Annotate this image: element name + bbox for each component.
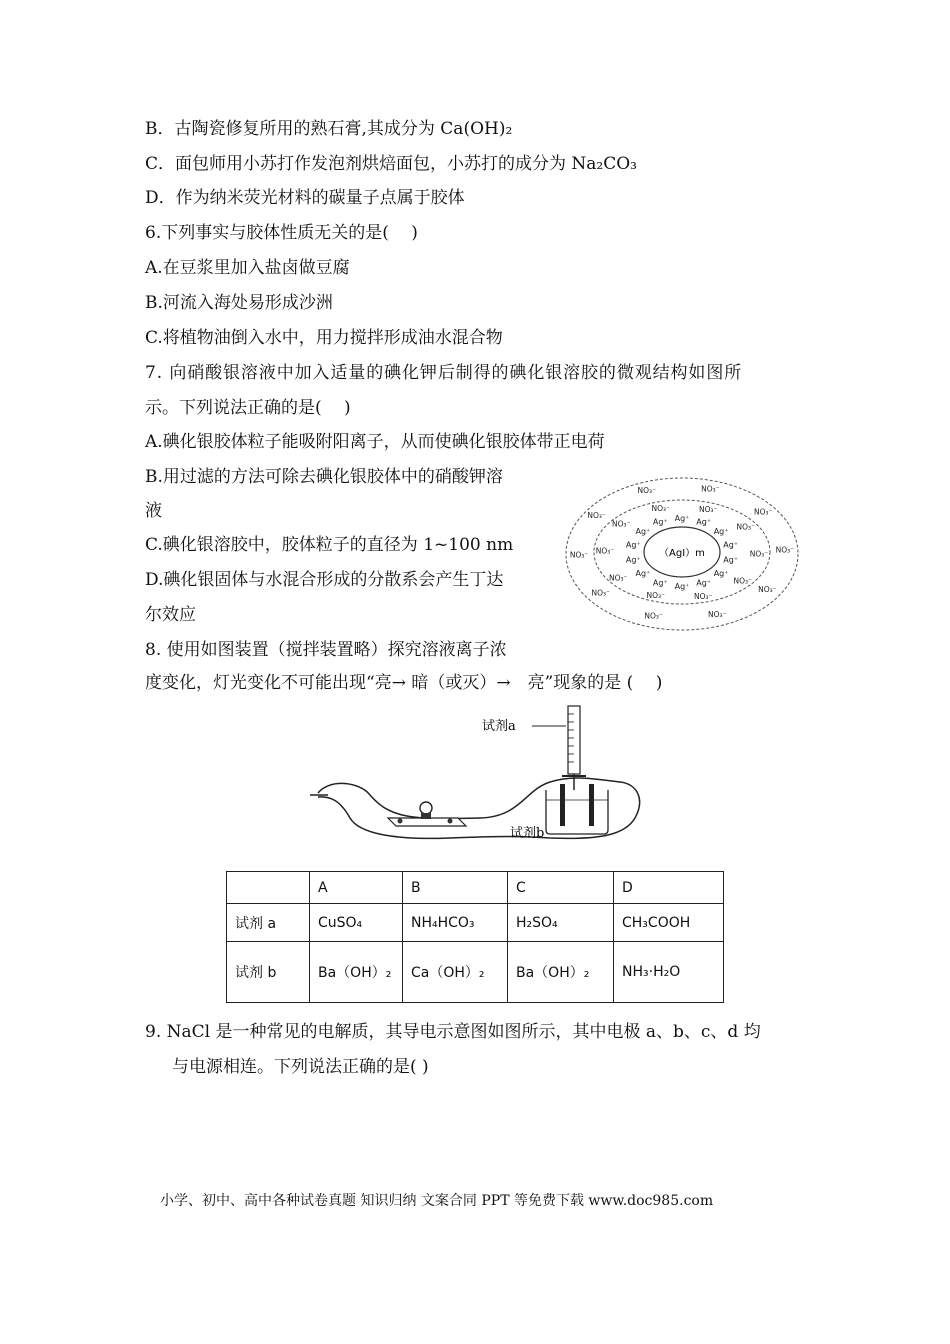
q6-option-a: A.在豆浆里加入盐卤做豆腐 bbox=[145, 258, 350, 278]
nitrate-ion-label: NO₃⁻ bbox=[612, 519, 631, 529]
table-cell: NH₄HCO₃ bbox=[403, 904, 508, 942]
silver-ion-label: Ag⁺ bbox=[635, 569, 651, 579]
silver-ion-label: Ag⁺ bbox=[652, 517, 668, 527]
q7-option-b-line1: B.用过滤的方法可除去碘化银胶体中的硝酸钾溶 bbox=[145, 467, 503, 487]
silver-ion-label: Ag⁺ bbox=[696, 517, 712, 527]
q8-stem-line1: 8. 使用如图装置（搅拌装置略）探究溶液离子浓 bbox=[145, 640, 507, 660]
q6-option-c: C.将植物油倒入水中，用力搅拌形成油水混合物 bbox=[145, 328, 503, 348]
nitrate-ion-label: NO₃⁻ bbox=[591, 588, 611, 598]
nitrate-ion-label: NO₃⁻ bbox=[753, 507, 773, 517]
q6-option-b: B.河流入海处易形成沙洲 bbox=[145, 293, 333, 313]
table-cell: CuSO₄ bbox=[310, 904, 403, 942]
silver-ion-label: Ag⁺ bbox=[674, 514, 690, 523]
nitrate-ion-label: NO₃⁻ bbox=[749, 549, 769, 559]
silver-ion-label: Ag⁺ bbox=[723, 555, 739, 565]
nitrate-ion-label: NO₃⁻ bbox=[699, 504, 718, 514]
agi-colloid-figure bbox=[562, 474, 802, 634]
table-cell: Ba（OH）₂ bbox=[508, 942, 614, 1003]
table-cell: CH₃COOH bbox=[614, 904, 724, 942]
nitrate-ion-label: NO₃⁻ bbox=[644, 611, 663, 621]
table-row bbox=[227, 904, 724, 942]
conductivity-apparatus-figure bbox=[300, 700, 660, 850]
silver-ion-label: Ag⁺ bbox=[674, 582, 690, 591]
nitrate-ion-label: NO₃⁻ bbox=[587, 511, 606, 521]
table-header-cell: D bbox=[614, 872, 724, 904]
silver-ion-label: Ag⁺ bbox=[723, 540, 739, 550]
silver-ion-label: Ag⁺ bbox=[652, 578, 668, 588]
q7-stem-line1: 7. 向硝酸银溶液中加入适量的碘化钾后制得的碘化银溶胶的微观结构如图所 bbox=[145, 363, 743, 383]
q9-stem-line1: 9. NaCl 是一种常见的电解质，其导电示意图如图所示，其中电极 a、b、c、d 均 bbox=[145, 1022, 761, 1042]
silver-ion-label: Ag⁺ bbox=[696, 578, 712, 588]
reagent-options-table bbox=[226, 871, 724, 1003]
q8-stem-line2: 度变化，灯光变化不可能出现“亮→ 暗（或灭）→ 亮”现象的是 ( ) bbox=[145, 673, 663, 693]
q7-option-d-line1: D.碘化银固体与水混合形成的分散系会产生丁达 bbox=[145, 570, 504, 590]
silver-ion-label: Ag⁺ bbox=[625, 555, 641, 565]
beaker bbox=[546, 784, 608, 834]
nitrate-ion-label: NO₃⁻ bbox=[595, 546, 615, 556]
q5-option-b: B．古陶瓷修复所用的熟石膏,其成分为 Ca(OH)₂ bbox=[145, 119, 513, 139]
nitrate-ion-label: NO₃⁻ bbox=[569, 550, 589, 560]
q7-option-c: C.碘化银溶胶中，胶体粒子的直径为 1~100 nm bbox=[145, 535, 514, 555]
reagent-b-label: 试剂b bbox=[510, 826, 545, 841]
table-cell: 试剂 b bbox=[227, 942, 310, 1003]
table-header-cell: A bbox=[310, 872, 403, 904]
silver-ion-label: Ag⁺ bbox=[713, 526, 729, 536]
q7-option-b-line2: 液 bbox=[145, 501, 162, 521]
nitrate-ion-label: NO₃⁻ bbox=[775, 545, 795, 555]
silver-ion-label: Ag⁺ bbox=[635, 526, 651, 536]
nitrate-ion-label: NO₃⁻ bbox=[701, 484, 720, 494]
table-cell: 试剂 a bbox=[227, 904, 310, 942]
page-footer: 小学、初中、高中各种试卷真题 知识归纳 文案合同 PPT 等免费下载 www.doc985.com bbox=[160, 1193, 714, 1209]
nitrate-ion-label: NO₃⁻ bbox=[637, 486, 657, 495]
table-header-cell: B bbox=[403, 872, 508, 904]
table-header-row bbox=[227, 872, 724, 904]
silver-ion-label: Ag⁺ bbox=[713, 569, 729, 579]
table-row bbox=[227, 942, 724, 1003]
nitrate-ion-label: NO₃⁻ bbox=[707, 610, 727, 619]
q7-option-a: A.碘化银胶体粒子能吸附阳离子，从而使碘化银胶体带正电荷 bbox=[145, 432, 605, 452]
nitrate-ion-label: NO₃⁻ bbox=[736, 522, 756, 532]
nitrate-ion-label: NO₃⁻ bbox=[693, 592, 713, 602]
nitrate-ion-label: NO₃⁻ bbox=[608, 573, 628, 583]
q7-stem-line2: 示。下列说法正确的是( ) bbox=[145, 398, 351, 418]
silver-ion-label: Ag⁺ bbox=[625, 540, 641, 550]
q6-stem: 6.下列事实与胶体性质无关的是( ) bbox=[145, 223, 418, 243]
table-cell: Ca（OH）₂ bbox=[403, 942, 508, 1003]
agi-core-label: （AgI）m bbox=[659, 548, 705, 559]
table-cell: Ba（OH）₂ bbox=[310, 942, 403, 1003]
q7-option-d-line2: 尔效应 bbox=[145, 605, 196, 625]
q9-stem-line2: 与电源相连。下列说法正确的是( ) bbox=[172, 1057, 429, 1077]
nitrate-ion-label: NO₃⁻ bbox=[646, 591, 665, 601]
table-cell: NH₃·H₂O bbox=[614, 942, 724, 1003]
nitrate-ion-label: NO₃⁻ bbox=[758, 584, 777, 594]
table-header-cell bbox=[227, 872, 310, 904]
nitrate-ion-label: NO₃⁻ bbox=[733, 576, 752, 586]
reagent-a-label: 试剂a bbox=[482, 719, 516, 734]
q5-option-c: C．面包师用小苏打作发泡剂烘焙面包，小苏打的成分为 Na₂CO₃ bbox=[145, 154, 637, 174]
q5-option-d: D．作为纳米荧光材料的碳量子点属于胶体 bbox=[145, 188, 465, 208]
nitrate-ion-label: NO₃⁻ bbox=[651, 503, 671, 513]
table-header-cell: C bbox=[508, 872, 614, 904]
table-cell: H₂SO₄ bbox=[508, 904, 614, 942]
